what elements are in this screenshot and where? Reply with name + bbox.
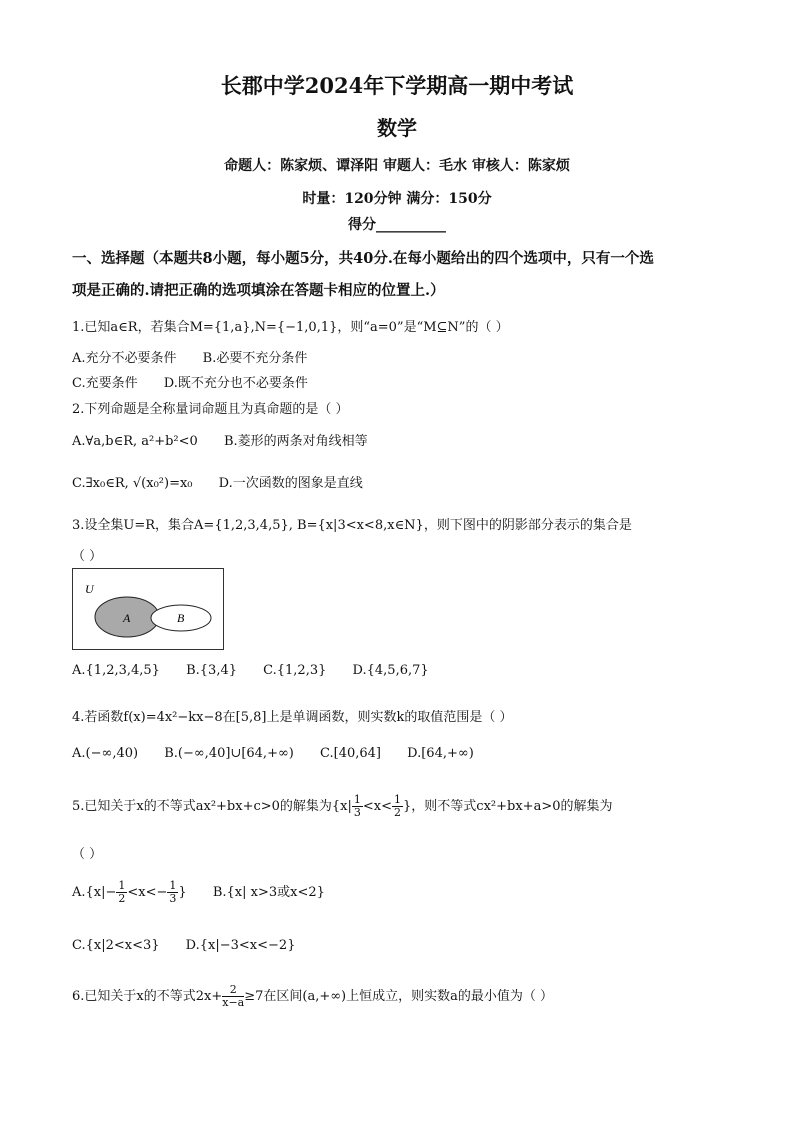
q4-option-d: D.[64,+∞) — [407, 746, 474, 761]
q2-option-c: C.∃x₀∈R, √(x₀²)=x₀ — [72, 476, 193, 491]
venn-label-a: A — [123, 611, 131, 625]
section1-heading-line1: 一、选择题（本题共8小题，每小题5分，共40分.在每小题给出的四个选项中，只有一个选 — [72, 250, 654, 267]
q3-option-d: D.{4,5,6,7} — [352, 663, 429, 678]
q5-stem-a: 5.已知关于x的不等式ax²+bx+c>0的解集为{x| — [72, 799, 352, 814]
q5-f1-den: 3 — [353, 806, 361, 819]
exam-title: 长郡中学2024年下学期高一期中考试 — [220, 73, 574, 98]
q6-stem-b: ≥7在区间(a,+∞)上恒成立，则实数a的最小值为（ ） — [244, 989, 554, 1004]
q5-a-fraction-1 — [116, 880, 127, 905]
venn-label-u: U — [85, 582, 94, 596]
q2-options-row1 — [72, 430, 390, 449]
q4-option-c: C.[40,64] — [320, 746, 381, 761]
q6-stem-a: 6.已知关于x的不等式2x+ — [72, 989, 223, 1004]
q1-option-c: C.充要条件 — [72, 376, 138, 391]
q5-f1-num: 1 — [353, 793, 361, 806]
q3-option-a: A.{1,2,3,4,5} — [72, 663, 160, 678]
time-score-line: 时量：120分钟 满分：150分 — [302, 191, 492, 207]
q3-option-c: C.{1,2,3} — [263, 663, 327, 678]
q2-option-a: A.∀a,b∈R, a²+b²<0 — [72, 434, 198, 449]
q5-a-f1-num: 1 — [118, 879, 126, 892]
q5-f2-num: 1 — [394, 793, 402, 806]
q5-option-a — [72, 880, 187, 905]
q5-a-mid: <x<− — [127, 885, 168, 900]
venn-svg — [73, 569, 223, 649]
score-field: 得分__________ — [348, 217, 446, 233]
authors-line: 命题人：陈家烦、谭泽阳 审题人：毛水 审核人：陈家烦 — [224, 158, 570, 174]
q5-f2-den: 2 — [394, 806, 402, 819]
q5-options-row1 — [72, 880, 347, 905]
q6-fraction — [222, 984, 244, 1009]
q5-a-post: } — [178, 885, 187, 900]
q5-a-f1-den: 2 — [118, 892, 126, 905]
q3-paren: （ ） — [72, 549, 103, 564]
q5-stem — [72, 794, 612, 819]
q5-paren: （ ） — [72, 847, 103, 862]
q5-options-row2 — [72, 938, 317, 953]
q3-option-b: B.{3,4} — [186, 663, 237, 678]
q5-option-c: C.{x|2<x<3} — [72, 938, 160, 953]
q1-options-row2 — [72, 372, 330, 391]
venn-label-b: B — [177, 611, 185, 625]
q4-options — [72, 746, 496, 761]
q5-option-b: B.{x| x>3或x<2} — [212, 885, 325, 900]
venn-diagram — [72, 568, 224, 650]
q1-options-row1 — [72, 347, 329, 366]
q4-option-b: B.(−∞,40]∪[64,+∞) — [164, 746, 294, 761]
q5-a-f2-num: 1 — [169, 879, 177, 892]
q6-f-den: x−a — [222, 996, 245, 1009]
q1-stem: 1.已知a∈R，若集合M={1,a},N={−1,0,1}，则“a=0”是“M⊆N”的（ ） — [72, 320, 509, 335]
q5-a-pre: A.{x|− — [72, 885, 117, 900]
q2-option-b: B.菱形的两条对角线相等 — [223, 434, 368, 449]
q5-a-fraction-2 — [167, 880, 178, 905]
q5-fraction-2 — [392, 794, 403, 819]
q5-stem-b: }，则不等式cx²+bx+a>0的解集为 — [403, 799, 613, 814]
q5-option-d: D.{x|−3<x<−2} — [185, 938, 296, 953]
q6-stem — [72, 984, 553, 1009]
q1-option-a: A.充分不必要条件 — [72, 351, 177, 366]
q2-options-row2 — [72, 472, 385, 491]
q5-stem-mid: <x< — [362, 799, 393, 814]
q4-option-a: A.(−∞,40) — [72, 746, 139, 761]
q4-stem: 4.若函数f(x)=4x²−kx−8在[5,8]上是单调函数，则实数k的取值范围是（ ） — [72, 710, 513, 725]
q1-option-d: D.既不充分也不必要条件 — [163, 376, 308, 391]
q2-stem: 2.下列命题是全称量词命题且为真命题的是（ ） — [72, 402, 349, 417]
q6-f-num: 2 — [222, 984, 244, 997]
q5-fraction-1 — [352, 794, 363, 819]
q2-option-d: D.一次函数的图象是直线 — [218, 476, 363, 491]
q5-a-f2-den: 3 — [169, 892, 177, 905]
subject-title: 数学 — [377, 116, 417, 140]
q1-option-b: B.必要不充分条件 — [202, 351, 308, 366]
q3-stem: 3.设全集U=R，集合A={1,2,3,4,5}, B={x|3<x<8,x∈N}，则下图中的阴影部分表示的集合是 — [72, 518, 632, 533]
section1-heading-line2: 项是正确的.请把正确的选项填涂在答题卡相应的位置上.） — [72, 282, 445, 299]
q3-options — [72, 663, 451, 678]
